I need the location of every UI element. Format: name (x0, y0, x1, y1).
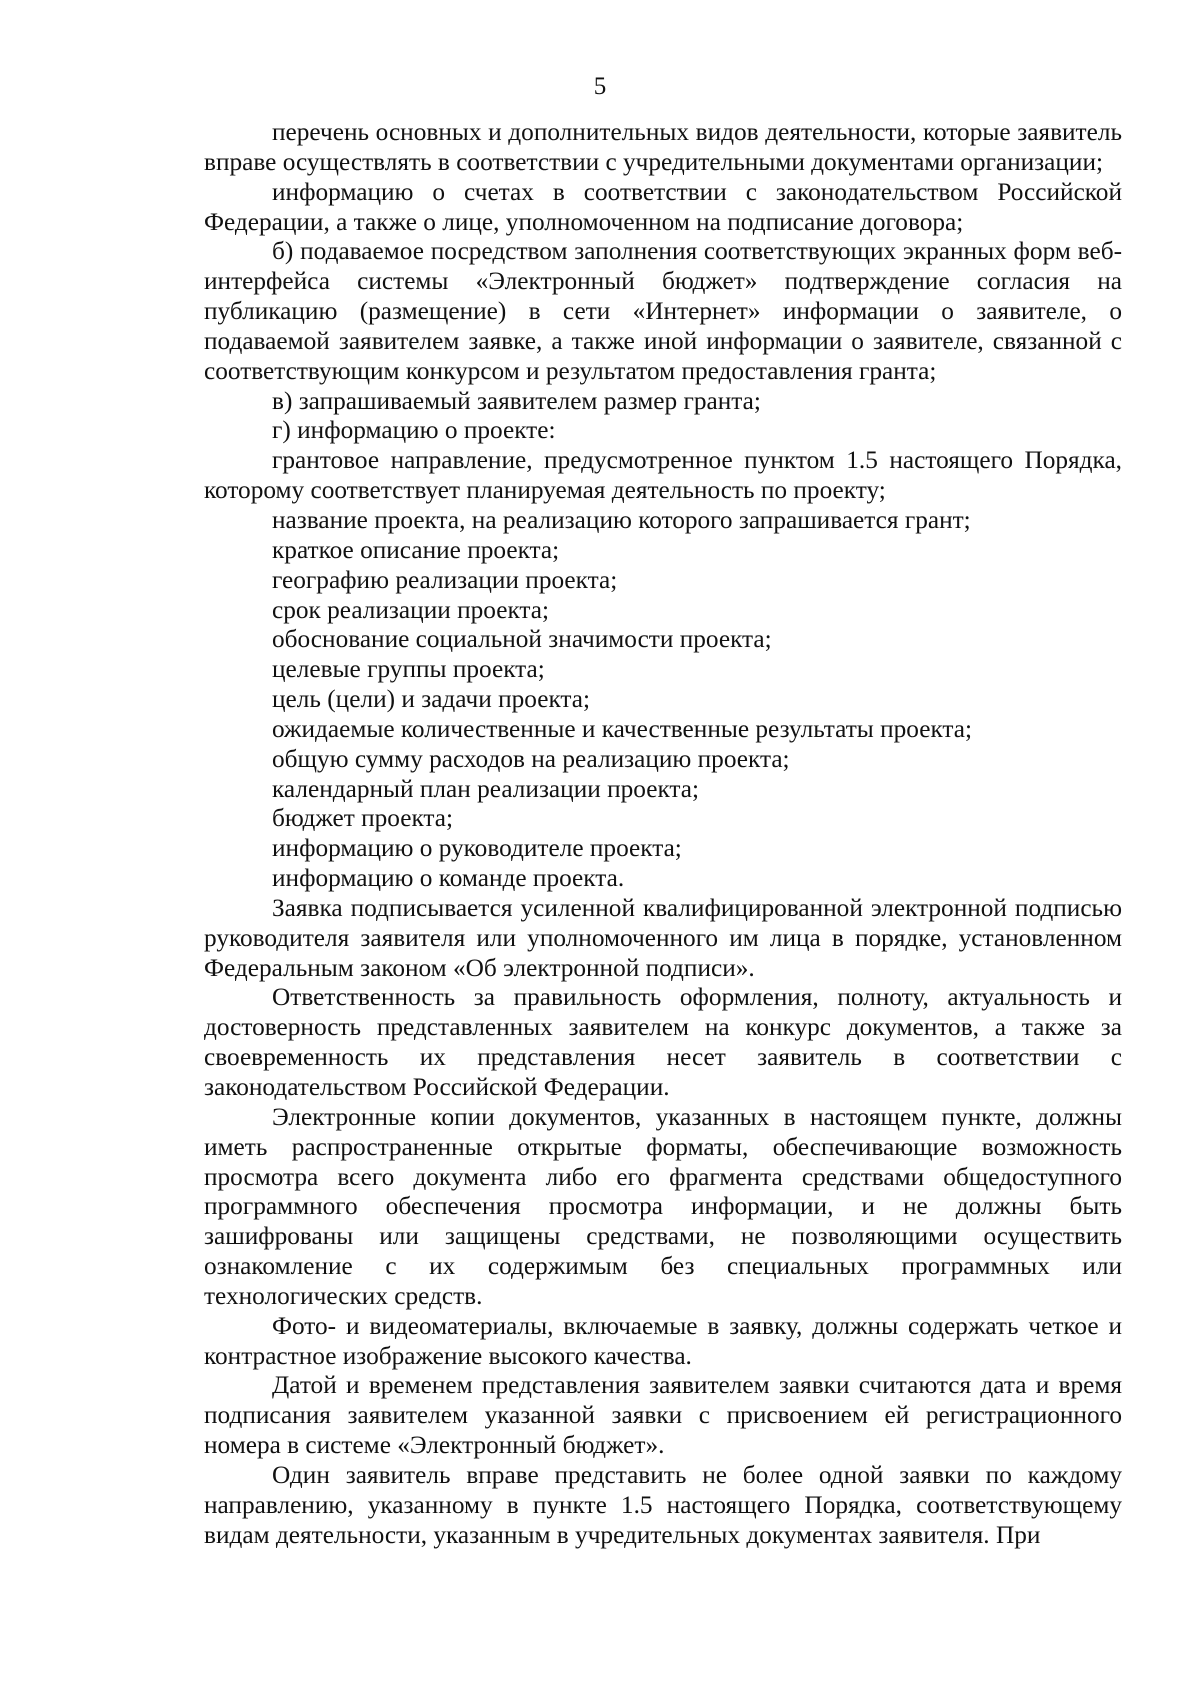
page-number: 5 (593, 73, 607, 100)
list-item: бюджет проекта; (272, 804, 454, 833)
list-item: календарный план реализации проекта; (272, 774, 700, 803)
list-item: цель (цели) и задачи проекта; (272, 685, 591, 714)
paragraph: б) подаваемое посредством заполнения соответствующих экранных форм веб-интерфейса системы «Электронный бюджет» подтверждение согласия на публикацию (размещение) в сети «Интернет» информации о заявителе, о подаваемой заявителем заявке, а также иной информации о заявителе, связанной с соответствующим конкурсом и результатом предоставления гранта; (204, 237, 1122, 385)
list-item: целевые группы проекта; (272, 655, 545, 684)
paragraph: грантовое направление, предусмотренное пунктом 1.5 настоящего Порядка, которому соответствует планируемая деятельность по проекту; (204, 446, 1122, 505)
paragraph: Заявка подписывается усиленной квалифицированной электронной подписью руководителя заявителя или уполномоченного им лица в порядке, установленном Федеральным законом «Об электронной подписи». (204, 893, 1122, 982)
list-item: информацию о руководителе проекта; (272, 834, 682, 863)
list-item: общую сумму расходов на реализацию проекта; (272, 744, 790, 773)
list-item: г) информацию о проекте: (272, 416, 556, 445)
document-body (204, 118, 1122, 1551)
paragraph: Фото- и видеоматериалы, включаемые в заявку, должны содержать четкое и контрастное изображение высокого качества. (204, 1311, 1122, 1370)
paragraph: перечень основных и дополнительных видов деятельности, которые заявитель вправе осуществлять в соответствии с учредительными документами организации; (204, 118, 1122, 176)
list-item: ожидаемые количественные и качественные результаты проекта; (272, 714, 973, 743)
paragraph: информацию о счетах в соответствии с законодательством Российской Федерации, а также о лице, уполномоченном на подписание договора; (204, 177, 1122, 236)
paragraph: Электронные копии документов, указанных в настоящем пункте, должны иметь распространенные открытые форматы, обеспечивающие возможность просмотра всего документа либо его фрагмента средствами общедоступного программного обеспечения просмотра информации, и не должны быть зашифрованы или защищены средствами, не позволяющими осуществить ознакомление с их содержимым без специальных программных или технологических средств. (204, 1102, 1122, 1310)
paragraph: Один заявитель вправе представить не более одной заявки по каждому направлению, указанному в пункте 1.5 настоящего Порядка, соответствующему видам деятельности, указанным в учредительных документах заявителя. При (204, 1460, 1122, 1549)
list-item: срок реализации проекта; (272, 595, 550, 624)
list-item: обоснование социальной значимости проекта; (272, 625, 772, 654)
list-item: информацию о команде проекта. (272, 864, 625, 893)
list-item: название проекта, на реализацию которого запрашивается грант; (272, 505, 971, 534)
list-item: краткое описание проекта; (272, 535, 560, 564)
paragraph: Ответственность за правильность оформления, полноту, актуальность и достоверность представленных заявителем на конкурс документов, а также за своевременность их представления несет заявитель в соответствии с законодательством Российской Федерации. (204, 983, 1122, 1101)
paragraph: Датой и временем представления заявителем заявки считаются дата и время подписания заявителем указанной заявки с присвоением ей регистрационного номера в системе «Электронный бюджет». (204, 1371, 1122, 1460)
list-item: в) запрашиваемый заявителем размер гранта; (272, 386, 761, 415)
list-item: географию реализации проекта; (272, 565, 618, 594)
